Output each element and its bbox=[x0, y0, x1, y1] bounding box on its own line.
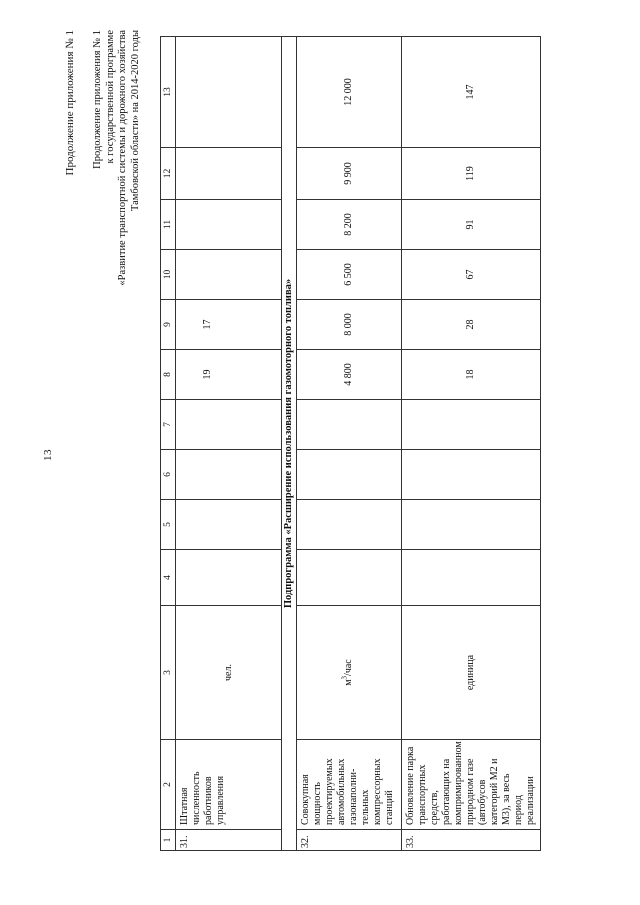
unit-superscript: 3 bbox=[340, 675, 349, 680]
column-number: 5 bbox=[161, 500, 176, 550]
header-program-reference bbox=[92, 30, 142, 286]
unit-cell: чел. bbox=[176, 606, 282, 740]
value-cell bbox=[402, 450, 541, 500]
table-row bbox=[402, 37, 541, 851]
unit-cell bbox=[297, 606, 402, 740]
value-cell: 119 bbox=[402, 148, 541, 200]
value-cell bbox=[297, 400, 402, 450]
column-number: 11 bbox=[161, 200, 176, 250]
subprogram-row bbox=[282, 37, 297, 851]
value-cell: 18 bbox=[402, 350, 541, 400]
value-cell bbox=[402, 400, 541, 450]
value-cell: 17 bbox=[176, 300, 282, 350]
indicators-table bbox=[160, 36, 541, 851]
value-cell: 28 bbox=[402, 300, 541, 350]
value-cell: 12 000 bbox=[297, 37, 402, 148]
column-number: 7 bbox=[161, 400, 176, 450]
header-line-3: к государственной программе bbox=[104, 30, 116, 164]
column-number: 12 bbox=[161, 148, 176, 200]
column-number: 4 bbox=[161, 550, 176, 606]
indicator-name: Совокупная мощность проектируемых автомобильных газонаполни-тельных компрессорных станций bbox=[297, 740, 402, 830]
header-line-5: Тамбовской области» на 2014-2020 годы bbox=[129, 30, 141, 212]
value-cell: 8 000 bbox=[297, 300, 402, 350]
page-number: 13 bbox=[42, 449, 54, 461]
header-line-4: «Развитие транспортной системы и дорожного хозяйства bbox=[117, 30, 128, 286]
value-cell bbox=[402, 500, 541, 550]
value-cell bbox=[402, 550, 541, 606]
value-cell: 6 500 bbox=[297, 250, 402, 300]
column-number: 3 bbox=[161, 606, 176, 740]
column-number: 6 bbox=[161, 450, 176, 500]
column-number: 10 bbox=[161, 250, 176, 300]
row-number: 31. bbox=[176, 830, 282, 851]
unit-base: м bbox=[343, 679, 354, 686]
value-cell: 147 bbox=[402, 37, 541, 148]
column-number-row bbox=[161, 37, 176, 851]
column-number: 8 bbox=[161, 350, 176, 400]
value-cell: 67 bbox=[402, 250, 541, 300]
unit-rest: /час bbox=[343, 659, 354, 676]
value-cell bbox=[176, 500, 282, 550]
header-continuation bbox=[64, 30, 77, 175]
column-number: 13 bbox=[161, 37, 176, 148]
value-cell bbox=[176, 148, 282, 200]
value-cell bbox=[176, 250, 282, 300]
table-row bbox=[176, 37, 282, 851]
table-row bbox=[297, 37, 402, 851]
column-number: 9 bbox=[161, 300, 176, 350]
value-cell bbox=[176, 550, 282, 606]
value-cell: 8 200 bbox=[297, 200, 402, 250]
value-cell: 9 900 bbox=[297, 148, 402, 200]
row-number: 33. bbox=[402, 830, 541, 851]
subprogram-title: Подпрограмма «Расширение использования газомоторного топлива» bbox=[282, 37, 297, 851]
unit-cell: единица bbox=[402, 606, 541, 740]
header-line-2: Продолжение приложения № 1 bbox=[92, 30, 103, 169]
value-cell: 19 bbox=[176, 350, 282, 400]
value-cell bbox=[297, 500, 402, 550]
column-number: 2 bbox=[161, 740, 176, 830]
indicator-name: Штатная численность работников управления bbox=[176, 740, 282, 830]
value-cell bbox=[297, 450, 402, 500]
value-cell bbox=[176, 200, 282, 250]
row-number: 32. bbox=[297, 830, 402, 851]
value-cell: 91 bbox=[402, 200, 541, 250]
value-cell: 4 800 bbox=[297, 350, 402, 400]
column-number: 1 bbox=[161, 830, 176, 851]
value-cell bbox=[176, 37, 282, 148]
indicator-name: Обновление парка транспортных средств, работающих на компримированном природном газе (автобусов категорий М2 и М3), за весь период реализации bbox=[402, 740, 541, 830]
value-cell bbox=[176, 450, 282, 500]
value-cell bbox=[297, 550, 402, 606]
header-line-1: Продолжение приложения № 1 bbox=[64, 30, 76, 176]
value-cell bbox=[176, 400, 282, 450]
